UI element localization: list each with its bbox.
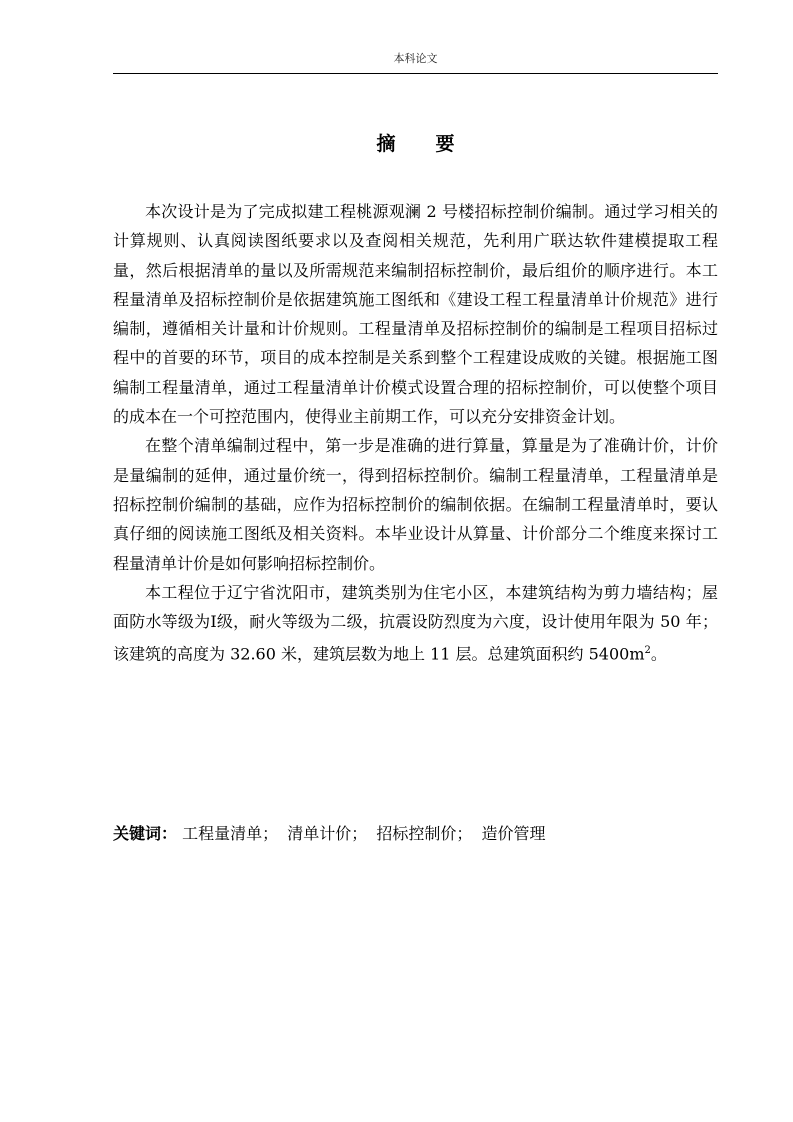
abstract-body bbox=[113, 197, 718, 669]
running-header: 本科论文 bbox=[393, 52, 438, 65]
total-area-end: 。 bbox=[650, 644, 667, 664]
abstract-paragraph-2: 在整个清单编制过程中，第一步是准确的进行算量，算量是为了准确计价，计价是量编制的延伸，通过量价统一，得到招标控制价。编制工程量清单，工程量清单是招标控制价编制的基础，应作为招标控制价的编制依据。在编制工程量清单时，要认真仔细的阅读施工图纸及相关资料。本毕业设计从算量、计价部分二个维度来探讨工程量清单计价是如何影响招标控制价。 bbox=[113, 436, 718, 573]
project-description: 本工程位于辽宁省沈阳市，建筑类别为住宅小区，本建筑结构为剪力墙结构；屋面防水等级为Ⅰ级，耐火等级为二级，抗震设防烈度为六度，设计使用年限为 50 年；该建筑的高度为 32.60 米，建筑层数为地上 11 层。 bbox=[113, 582, 718, 664]
keyword-item: 招标控制价； bbox=[376, 824, 473, 843]
area-unit-superscript: 2 bbox=[644, 645, 651, 657]
keywords-line bbox=[113, 820, 718, 848]
abstract-paragraph-1: 本次设计是为了完成拟建工程桃源观澜 2 号楼招标控制价编制。通过学习相关的计算规则、认真阅读图纸要求以及查阅相关规范，先利用广联达软件建模提取工程量，然后根据清单的量以及所需规范来编制招标控制价，最后组价的顺序进行。本工程量清单及招标控制价是依据建筑施工图纸和《建设工程工程量清单计价规范》进行编制，遵循相关计量和计价规则。工程量清单及招标控制价的编制是工程项目招标过程中的首要的环节，项目的成本控制是关系到整个工程建设成败的关键。根据施工图编制工程量清单，通过工程量清单计价模式设置合理的招标控制价，可以使整个项目的成本在一个可控范围内，使得业主前期工作，可以充分安排资金计划。 bbox=[113, 202, 718, 427]
keyword-item: 造价管理 bbox=[481, 824, 546, 843]
header-divider bbox=[113, 73, 718, 74]
total-area-text: 总建筑面积约 5400m bbox=[487, 644, 645, 664]
abstract-paragraph-3 bbox=[113, 578, 718, 669]
keywords-label: 关键词： bbox=[113, 824, 178, 843]
keyword-item: 工程量清单； bbox=[182, 824, 279, 843]
keyword-item: 清单计价； bbox=[287, 824, 368, 843]
page-title: 摘要 bbox=[376, 133, 495, 155]
